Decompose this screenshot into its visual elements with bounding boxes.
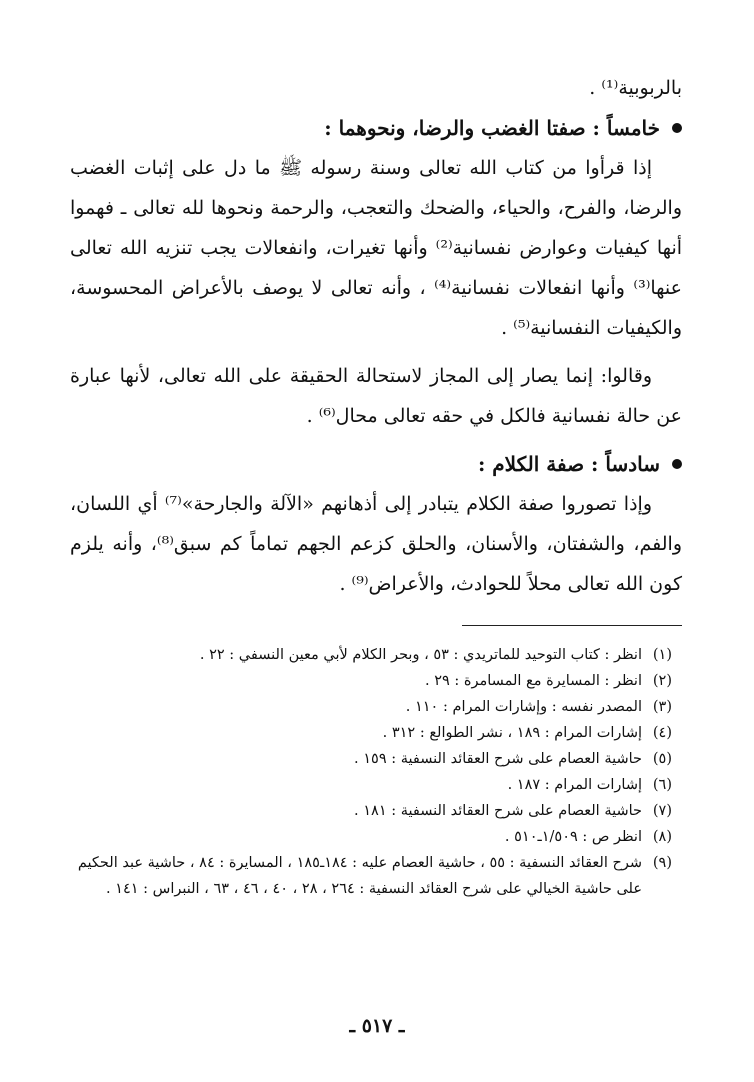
bullet-icon [672, 123, 682, 133]
footnote-item [60, 772, 672, 798]
page-number: ـ ٥١٧ ـ [349, 1015, 405, 1037]
paragraph: إذا قرأوا من كتاب الله تعالى وسنة رسوله ﷺ ما دل على إثبات الغضب والرضا، والفرح، والحياء، والضحك والتعجب، والرحمة ونحوها لله تعالى ـ فهموا أنها كيفيات وعوارض نفسانية⁽²⁾ وأنها تغيرات، وانفعالات يجب تنزيه الله تعالى عنها⁽³⁾ وأنها انفعالات نفسانية⁽⁴⁾ ، وأنه تعالى لا يوصف بالأعراض المحسوسة، والكيفيات النفسانية⁽⁵⁾ . [70, 157, 683, 339]
footnote-number: (٥) [652, 751, 672, 767]
bullet-icon [672, 459, 682, 469]
footnote-text: حاشية العصام على شرح العقائد النسفية : ١٨١ . [354, 803, 642, 819]
footnote-number: (٨) [652, 829, 672, 845]
footnote-number: (٢) [652, 673, 672, 689]
paragraph: وقالوا: إنما يصار إلى المجاز لاستحالة الحقيقة على الله تعالى، لأنها عبارة عن حالة نفسانية فالكل في حقه تعالى محال⁽⁶⁾ . [70, 365, 682, 427]
footnote-item [60, 642, 672, 668]
footnote-text: شرح العقائد النسفية : ٥٥ ، حاشية العصام عليه : ١٨٤ـ١٨٥ ، المسايرة : ٨٤ ، حاشية عبد الحكيم على حاشية الخيالي على شرح العقائد النسفية : ٢٦٤ ، ٢٨ ، ٤٠ ، ٤٦ ، ٦٣ ، النبراس : ١٤١ . [77, 855, 642, 897]
footnote-text: المصدر نفسه : وإشارات المرام : ١١٠ . [405, 699, 642, 715]
footnote-number: (٣) [652, 699, 672, 715]
footnote-divider [462, 625, 682, 626]
main-text [70, 68, 682, 612]
footnote-item [60, 694, 672, 720]
section-heading-5 [70, 108, 682, 148]
section-heading-text: خامساً : صفتا الغضب والرضا، ونحوهما : [324, 116, 660, 140]
footnote-number: (٧) [652, 803, 672, 819]
footnote-number: (٦) [652, 777, 672, 793]
footnote-text: إشارات المرام : ١٨٧ . [507, 777, 642, 793]
continuation-line: بالربوبية⁽¹⁾ . [589, 77, 682, 99]
footnote-item [60, 824, 672, 850]
footnote-text: انظر ص : ١/٥٠٩ـ٥١٠ . [504, 829, 642, 845]
footnote-item [60, 850, 672, 902]
footnote-text: انظر : كتاب التوحيد للماتريدي : ٥٣ ، وبحر الكلام لأبي معين النسفي : ٢٢ . [199, 647, 642, 663]
footnote-item [60, 720, 672, 746]
footnote-number: (٩) [652, 855, 672, 871]
footnotes-list [60, 642, 672, 902]
footnote-text: حاشية العصام على شرح العقائد النسفية : ١٥٩ . [354, 751, 642, 767]
footnote-item [60, 746, 672, 772]
section-heading-text: سادساً : صفة الكلام : [477, 452, 660, 476]
section-heading-6 [70, 444, 682, 484]
footnote-text: انظر : المسايرة مع المسامرة : ٢٩ . [424, 673, 642, 689]
footnote-text: إشارات المرام : ١٨٩ ، نشر الطوالع : ٣١٢ . [382, 725, 642, 741]
footnote-number: (٤) [652, 725, 672, 741]
footnote-item [60, 668, 672, 694]
paragraph: وإذا تصوروا صفة الكلام يتبادر إلى أذهانهم «الآلة والجارحة»⁽⁷⁾ أي اللسان، والفم، والشفتان، والأسنان، والحلق كزعم الجهم تماماً كم سبق⁽⁸⁾، وأنه يلزم كون الله تعالى محلاً للحوادث، والأعراض⁽⁹⁾ . [70, 493, 682, 595]
footnote-item [60, 798, 672, 824]
footnote-number: (١) [652, 647, 672, 663]
